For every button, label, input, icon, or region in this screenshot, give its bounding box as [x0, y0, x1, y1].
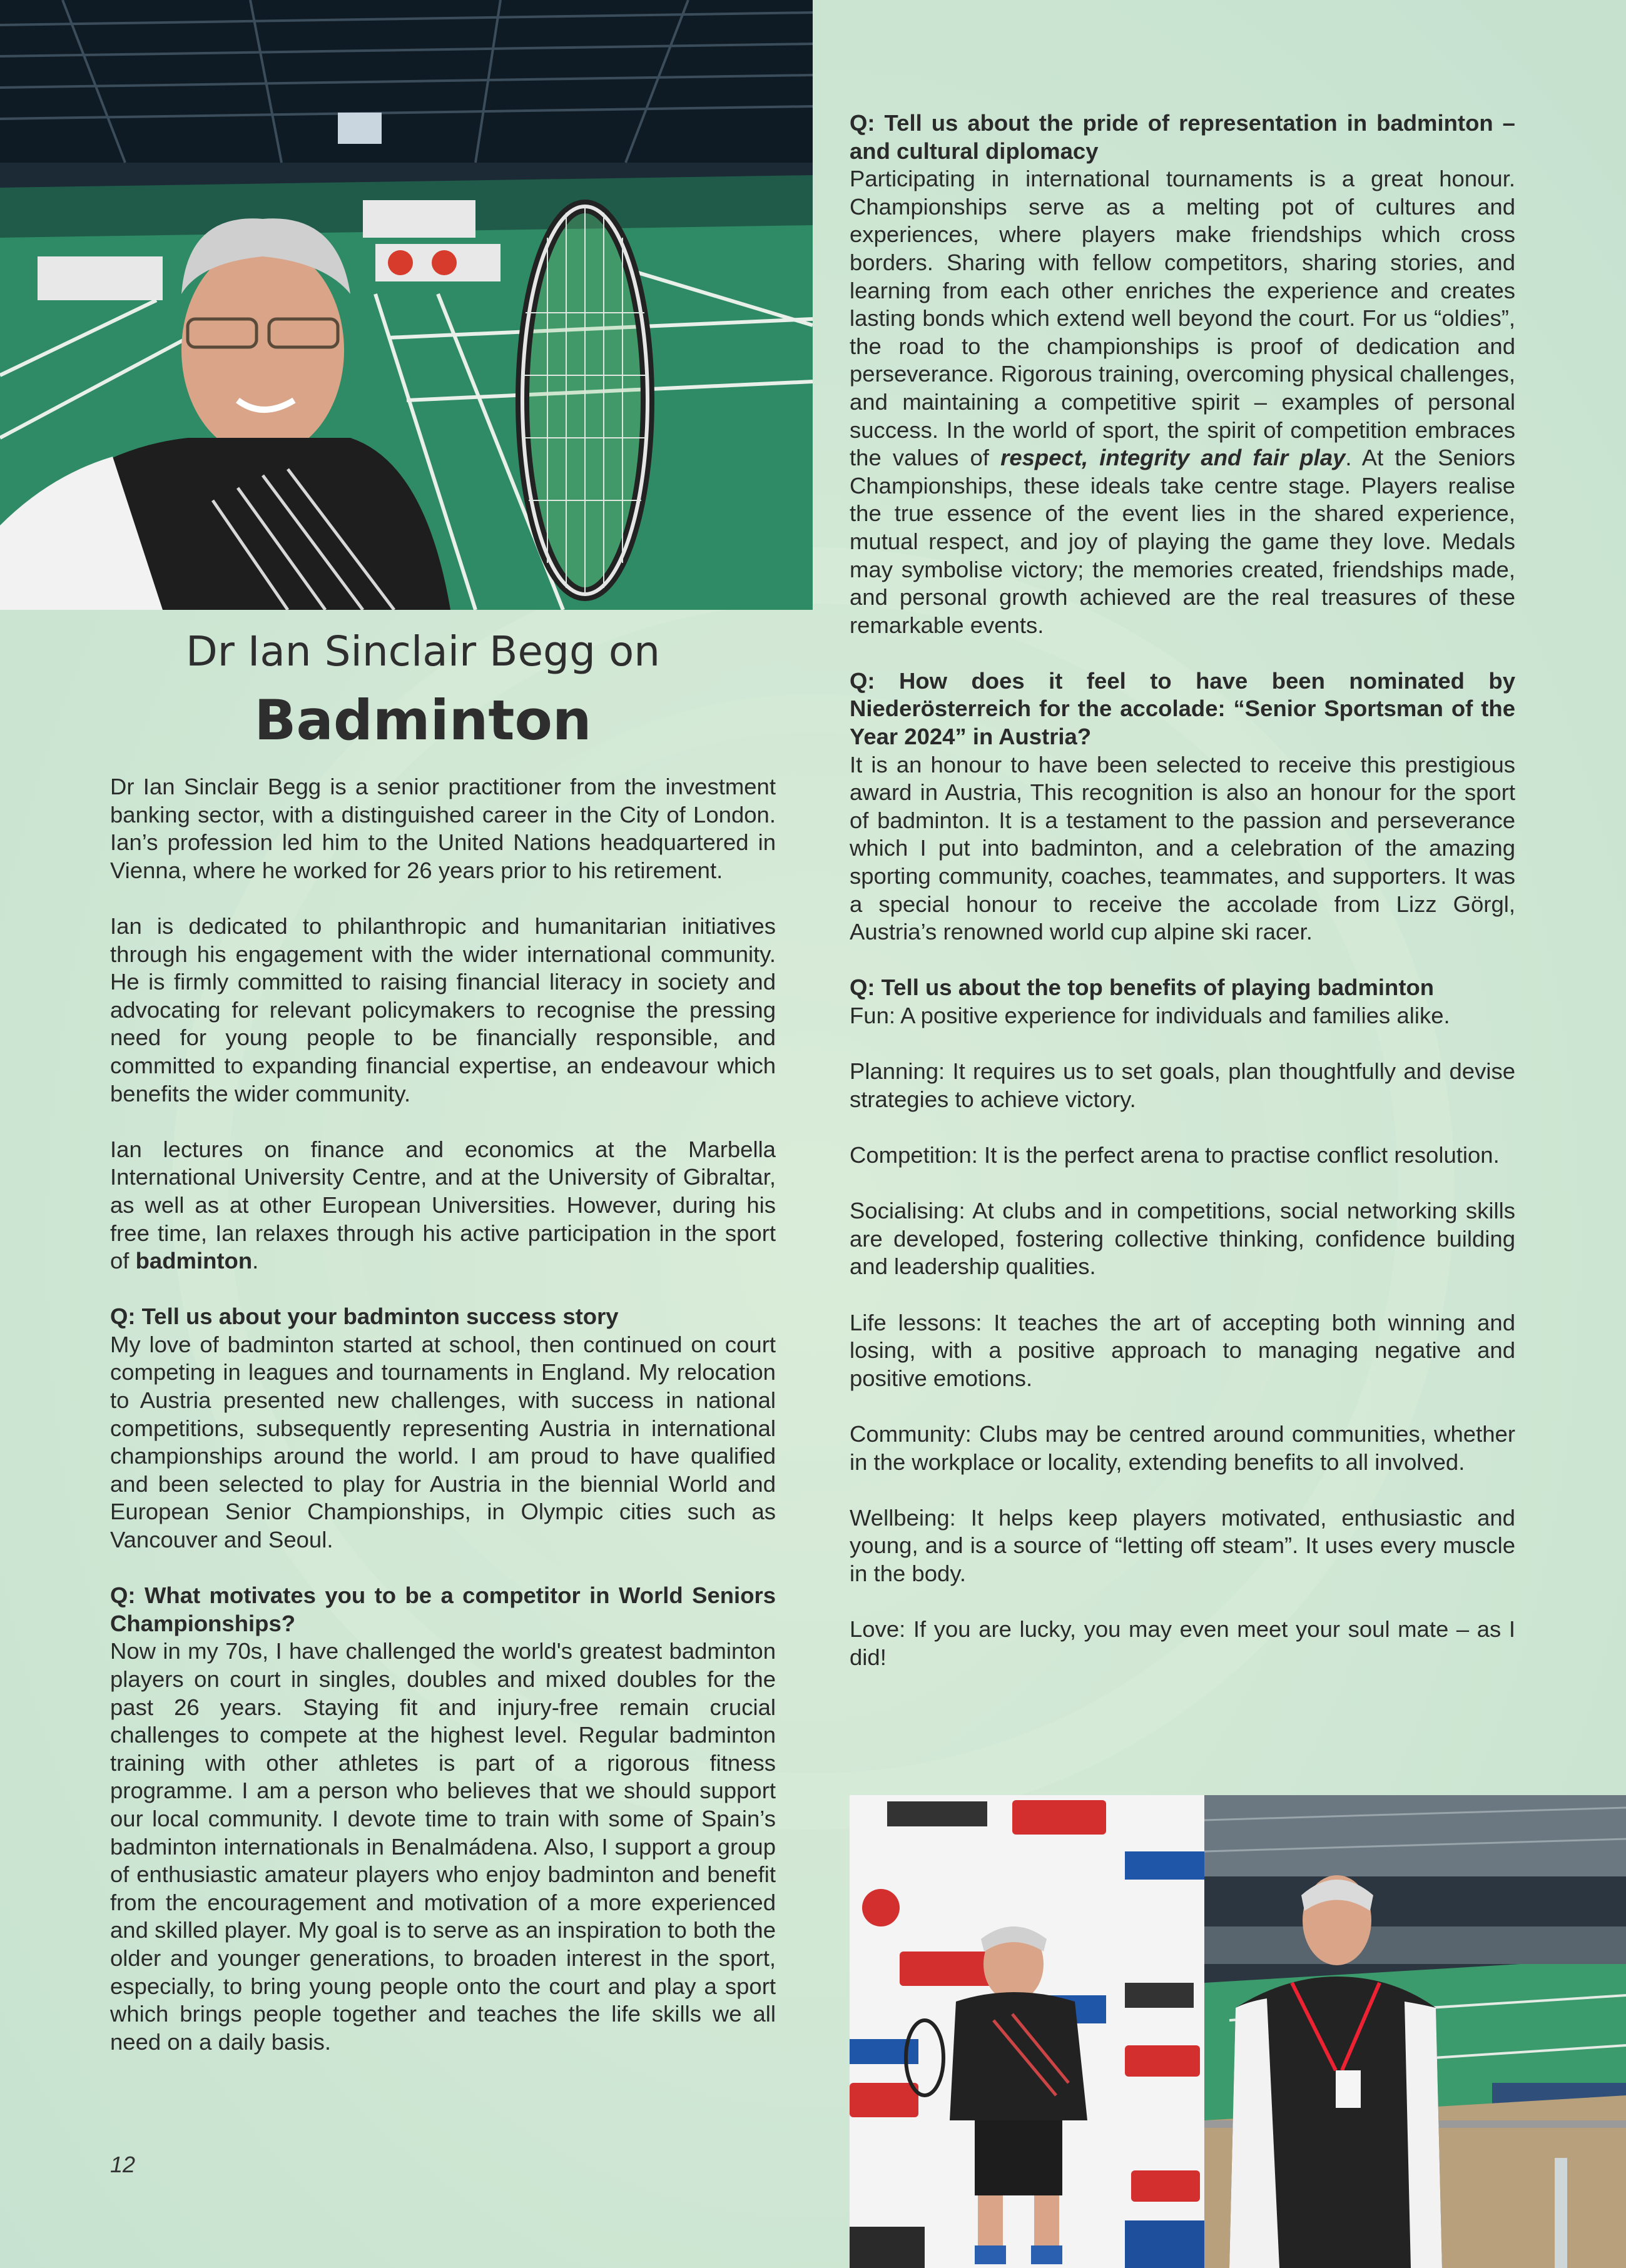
- benefit-planning: Planning: It requires us to set goals, plan thoughtfully and devise strategies to achieve victory.: [850, 1058, 1515, 1112]
- question-4: Q: How does it feel to have been nominated by Niederösterreich for the accolade: “Senior Sportsman of the Year 2024” in Austria?: [850, 667, 1515, 750]
- benefit-life-lessons: Life lessons: It teaches the art of accepting both winning and losing, with a positive approach to managing negative and positive emotions.: [850, 1309, 1515, 1391]
- intro-paragraph-1: Dr Ian Sinclair Begg is a senior practitioner from the investment banking sector, with a distinguished career in the City of London. Ian’s profession led him to the United Nations headquartered in Vienna, where he worked for 26 years prior to his retirement.: [110, 774, 776, 883]
- title-line-1: Dr Ian Sinclair Begg on: [185, 627, 661, 676]
- arena-photo: [1204, 1795, 1626, 2268]
- question-3: Q: Tell us about the pride of representation in badminton – and cultural diplomacy: [850, 110, 1515, 164]
- intro-paragraph-3-start: Ian lectures on finance and economics at the Marbella International University Centre, and at the University of Gibraltar, as well as at other European Universities. However, during his free time, Ian relaxes through his active participation in the sport of: [110, 1136, 776, 1274]
- answer-3: [850, 165, 1515, 639]
- page-number: 12: [110, 2152, 136, 2177]
- benefit-wellbeing: Wellbeing: It helps keep players motivated, enthusiastic and young, and is a source of “letting off steam”. It uses every muscle in the body.: [850, 1504, 1515, 1586]
- answer-2: Now in my 70s, I have challenged the world's greatest badminton players on court in singles, doubles and mixed doubles for the past 26 years. Staying fit and injury-free remain crucial challenges to compete at the highest level. Regular badminton training with other athletes is part of a rigorous fitness programme. I am a person who believes that we should support our local community. I devote time to train with some of Spain’s badminton internationals in Benalmádena. Also, I support a group of enthusiastic amateur players who enjoy badminton and benefit from the encouragement and motivation of a more experienced and skilled player. My goal is to serve as an inspiration to both the older and younger generations, to broaden interest in the sport, especially, to bring young people onto the court and play a sport which brings people together and teaches the life skills we all need on a daily basis.: [110, 1638, 776, 2055]
- answer-3-bold: respect, integrity and fair play: [1000, 445, 1346, 471]
- question-1: Q: Tell us about your badminton success story: [110, 1304, 619, 1330]
- question-5: Q: Tell us about the top benefits of playing badminton: [850, 975, 1435, 1001]
- answer-3-start: Participating in international tournaments is a great honour. Championships serve as a melting pot of cultures and experiences, where players make friendships which cross borders. Sharing with fellow competitors, sharing stories, and learning from each other enriches the experience and creates lasting bonds which extend well beyond the court. For us “oldies”, the road to the championships is proof of dedication and perseverance. Rigorous training, overcoming physical challenges, and maintaining a competitive spirit – examples of personal success. In the world of sport, the spirit of competition embraces the values of: [850, 166, 1515, 471]
- intro-paragraph-2: Ian is dedicated to philanthropic and humanitarian initiatives through his engagement with the wider international community. He is firmly committed to raising financial literacy in society and advocating for relevant policymakers to recognise the pressing need for young people to be financially responsible, and committed to expanding financial expertise, an endeavour which benefits the wider community.: [110, 913, 776, 1106]
- backdrop-photo: [850, 1795, 1204, 2268]
- benefit-community: Community: Clubs may be centred around communities, whether in the workplace or locality, extending benefits to all involved.: [850, 1420, 1515, 1475]
- left-column: [110, 773, 776, 2084]
- answer-3-end: . At the Seniors Championships, these ideals take centre stage. Players realise the true essence of the event lies in the shared experience, mutual respect, and joy of playing the game they love. Medals may symbolise victory; the memories created, friendships made, and personal growth achieved are the real treasures of these remarkable events.: [850, 445, 1515, 638]
- answer-4: It is an honour to have been selected to receive this prestigious award in Austria, This recognition is also an honour for the sport of badminton. It is a testament to the passion and perseverance which I put into badminton, and a celebration of the amazing sporting community, coaches, teammates, and supporters. It was a special honour to receive the accolade from Lizz Görgl, Austria’s renowned world cup alpine ski racer.: [850, 751, 1515, 945]
- intro-paragraph-3-end: .: [252, 1248, 259, 1274]
- benefit-competition: Competition: It is the perfect arena to practise conflict resolution.: [850, 1142, 1500, 1168]
- right-column: [850, 109, 1515, 1699]
- title-line-2: Badminton: [254, 688, 592, 752]
- benefit-love: Love: If you are lucky, you may even meet your soul mate – as I did!: [850, 1616, 1515, 1670]
- answer-1: My love of badminton started at school, then continued on court competing in leagues and tournaments in England. My relocation to Austria presented new challenges, with success in national competitions, subsequently representing Austria in international championships around the world. I am proud to have qualified and been selected to play for Austria in the biennial World and European Senior Championships, in Olympic cities such as Vancouver and Seoul.: [110, 1331, 776, 1553]
- selfie-photo: [0, 0, 813, 610]
- benefit-fun: Fun: A positive experience for individuals and families alike.: [850, 1003, 1450, 1028]
- intro-paragraph-3-bold: badminton: [135, 1248, 253, 1274]
- intro-paragraph-3: [110, 1136, 776, 1275]
- benefit-socialising: Socialising: At clubs and in competitions, social networking skills are developed, fostering collective thinking, confidence building and leadership qualities.: [850, 1198, 1515, 1280]
- question-2: Q: What motivates you to be a competitor in World Seniors Championships?: [110, 1582, 776, 1636]
